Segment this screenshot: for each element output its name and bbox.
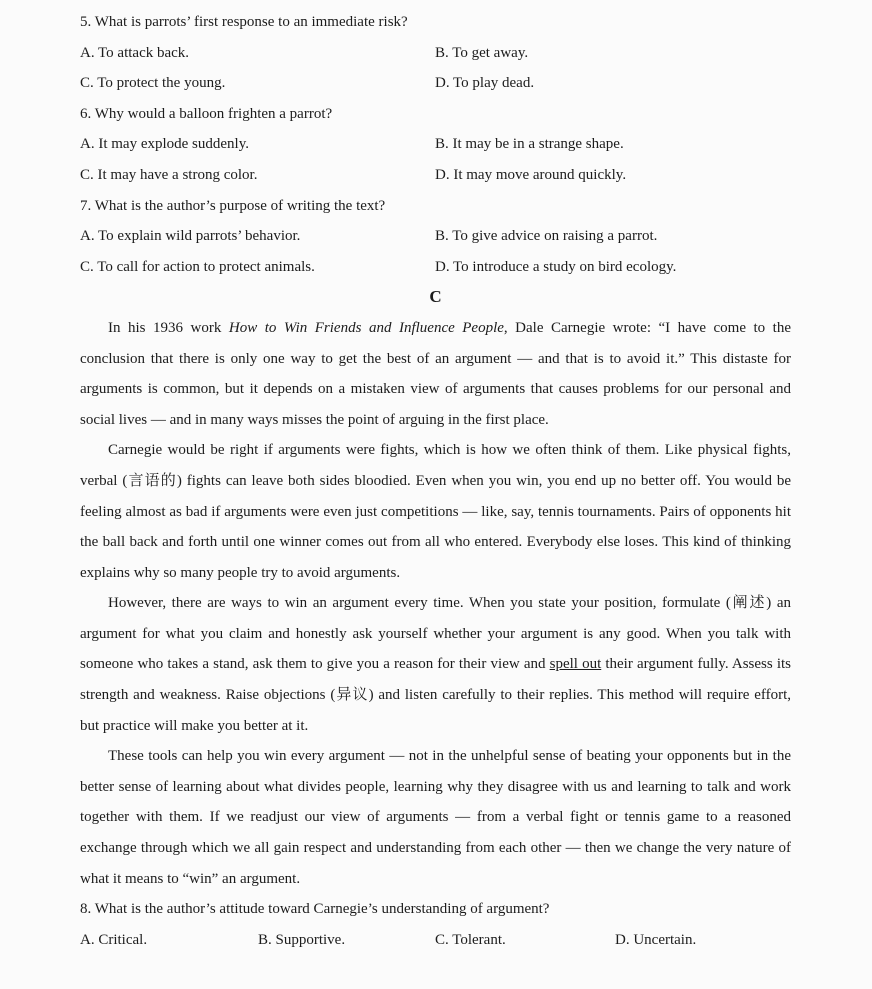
question-text: 5. What is parrots’ first response to an immediate risk? (80, 14, 408, 30)
option-a: A. Critical. (80, 931, 148, 948)
options-grid (80, 129, 791, 190)
option-b: B. Supportive. (258, 931, 346, 948)
paragraph-text: In his 1936 work (108, 319, 229, 336)
underlined-phrase: spell out (549, 656, 602, 673)
book-title-italic: How to Win Friends and Influence People (228, 319, 504, 336)
option-c: C. To protect the young. (80, 75, 226, 92)
passage-paragraph-3 (80, 588, 791, 741)
option-c: C. To call for action to protect animals. (80, 258, 315, 275)
option-d: D. To introduce a study on bird ecology. (435, 258, 677, 275)
question-7 (80, 191, 791, 283)
question-text: 6. Why would a balloon frighten a parrot? (80, 105, 333, 122)
option-b: B. To get away. (435, 44, 529, 61)
paragraph-text: their argument fully. Assess its strength and weakness. Raise objections (异议) and listen carefully to their replies. This method will require effort, but practice will make you better at it. (80, 656, 792, 734)
question-text: 7. What is the author’s purpose of writing the text? (80, 197, 386, 214)
option-c: C. It may have a strong color. (80, 166, 258, 183)
option-d: D. To play dead. (435, 75, 535, 92)
passage-paragraph-1 (80, 313, 791, 435)
question-6 (80, 99, 791, 191)
paragraph-text: However, there are ways to win an argument every time. When you state your position, formulate (阐述) an argument for what you claim and honestly ask yourself whether your argument is any good. When you talk with someone who takes a stand, ask them to give you a reason for their view and (80, 595, 791, 673)
question-text: 8. What is the author’s attitude toward Carnegie’s understanding of argument? (80, 901, 550, 918)
option-b: B. It may be in a strange shape. (435, 136, 624, 153)
option-a: A. To explain wild parrots’ behavior. (80, 228, 301, 245)
passage-paragraph-4: These tools can help you win every argument — not in the unhelpful sense of beating your opponents but in the better sense of learning about what divides people, learning why they disagree with us and learning to talk and work together with them. If we readjust our view of arguments — from a verbal fight or tennis game to a reasoned exchange through which we all gain respect and understanding from each other — then we change the very nature of what it means to “win” an argument. (80, 748, 791, 887)
passage-paragraph-2: Carnegie would be right if arguments were fights, which is how we often think of them. Like physical fights, verbal (言语的) fights can leave both sides bloodied. Even when you win, you end up no better off. You would be feeling almost as bad if arguments were even just competitions — like, say, tennis tournaments. Pairs of opponents hit the ball back and forth until one winner comes out from all who entered. Everybody else loses. This kind of thinking explains why so many people try to avoid arguments. (80, 442, 791, 581)
section-heading-c: C (429, 287, 442, 307)
option-d: D. It may move around quickly. (435, 166, 627, 183)
options-grid (80, 221, 791, 282)
option-a: A. It may explode suddenly. (80, 136, 249, 153)
paragraph-text: , Dale Carnegie wrote: “I have come to the conclusion that there is only one way to get the best of an argument — and that is to avoid it.” This distaste for arguments is common, but it depends on a mistaken view of arguments that causes problems for our personal and social lives — and in many ways misses the point of arguing in the first place. (80, 319, 791, 428)
option-d: D. Uncertain. (615, 931, 697, 948)
question-8 (80, 894, 791, 955)
options-grid (80, 38, 791, 99)
option-c: C. Tolerant. (435, 931, 506, 948)
options-row (80, 925, 791, 956)
option-b: B. To give advice on raising a parrot. (435, 228, 658, 245)
option-a: A. To attack back. (80, 44, 190, 61)
question-5 (80, 7, 791, 99)
